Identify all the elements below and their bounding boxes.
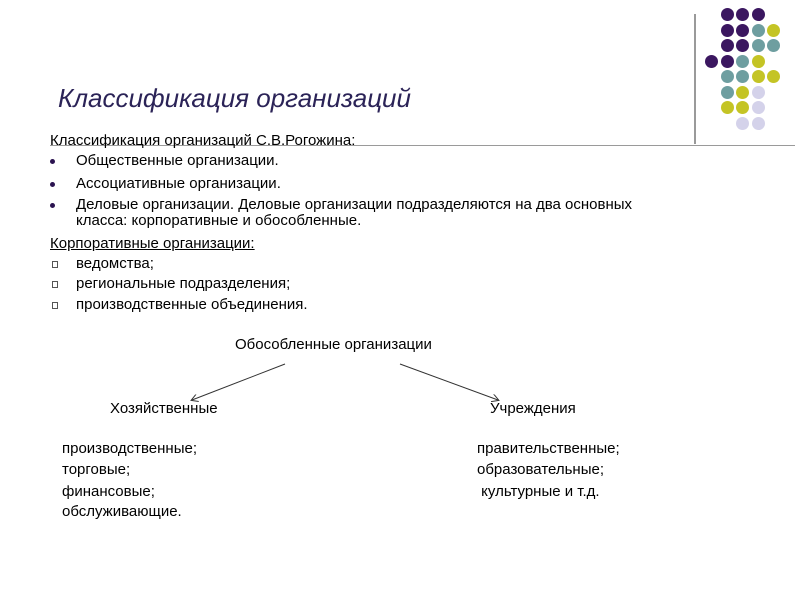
decorative-dot — [736, 86, 749, 99]
decorative-dot — [752, 24, 765, 37]
decorative-dot — [736, 8, 749, 21]
slide-title: Классификация организаций — [58, 83, 411, 113]
decorative-dot — [721, 55, 734, 68]
right-branch-item: правительственные; — [477, 440, 620, 457]
separate-organizations-heading: Обособленные организации — [235, 336, 432, 353]
left-branch-item: производственные; — [62, 440, 197, 457]
left-arrow — [192, 364, 285, 400]
decorative-dot — [752, 70, 765, 83]
decorative-dot — [736, 55, 749, 68]
decorative-dot — [767, 70, 780, 83]
decorative-dot — [736, 101, 749, 114]
bullet-item-continued: класса: корпоративные и обособленные. — [76, 212, 362, 229]
square-bullet-icon — [52, 281, 58, 288]
bullet-dot-icon — [50, 203, 55, 208]
decorative-dot — [736, 117, 749, 130]
corporate-heading: Корпоративные организации: — [50, 235, 255, 252]
decorative-dot — [721, 24, 734, 37]
left-branch-item: обслуживающие. — [62, 503, 182, 520]
decorative-dot — [736, 70, 749, 83]
decorative-dot — [767, 24, 780, 37]
decorative-dot — [752, 86, 765, 99]
bullet-item: Ассоциативные организации. — [76, 175, 281, 192]
left-branch-item: торговые; — [62, 461, 131, 478]
decorative-dot — [752, 101, 765, 114]
bullet-dot-icon — [50, 182, 55, 187]
left-branch-item: финансовые; — [62, 483, 155, 500]
decorative-dot — [705, 55, 718, 68]
corporate-item: ведомства; — [76, 255, 154, 272]
right-branch-label: Учреждения — [490, 400, 576, 417]
decorative-dot — [721, 39, 734, 52]
right-arrow — [400, 364, 498, 400]
right-branch-item: культурные и т.д. — [477, 483, 600, 500]
decorative-dot — [721, 8, 734, 21]
decorative-dot — [721, 101, 734, 114]
decorative-dot — [752, 55, 765, 68]
right-branch-item: образовательные; — [477, 461, 605, 478]
bullet-dot-icon — [50, 159, 55, 164]
decorative-dot — [736, 39, 749, 52]
decorative-dot — [721, 86, 734, 99]
decorative-dot — [767, 39, 780, 52]
corporate-item: региональные подразделения; — [76, 275, 291, 292]
bullet-item: Общественные организации. — [76, 152, 279, 169]
decorative-dot-grid — [705, 8, 785, 133]
decorative-dot — [721, 70, 734, 83]
decorative-dot — [752, 39, 765, 52]
vertical-divider — [694, 14, 696, 144]
square-bullet-icon — [52, 302, 58, 309]
decorative-dot — [752, 117, 765, 130]
square-bullet-icon — [52, 261, 58, 268]
bullet-item: Деловые организации. Деловые организации подразделяются на два основных — [76, 196, 633, 213]
corporate-item: производственные объединения. — [76, 296, 308, 313]
subtitle: Классификация организаций С.В.Рогожина: — [50, 132, 356, 149]
decorative-dot — [752, 8, 765, 21]
left-branch-label: Хозяйственные — [110, 400, 218, 417]
decorative-dot — [736, 24, 749, 37]
